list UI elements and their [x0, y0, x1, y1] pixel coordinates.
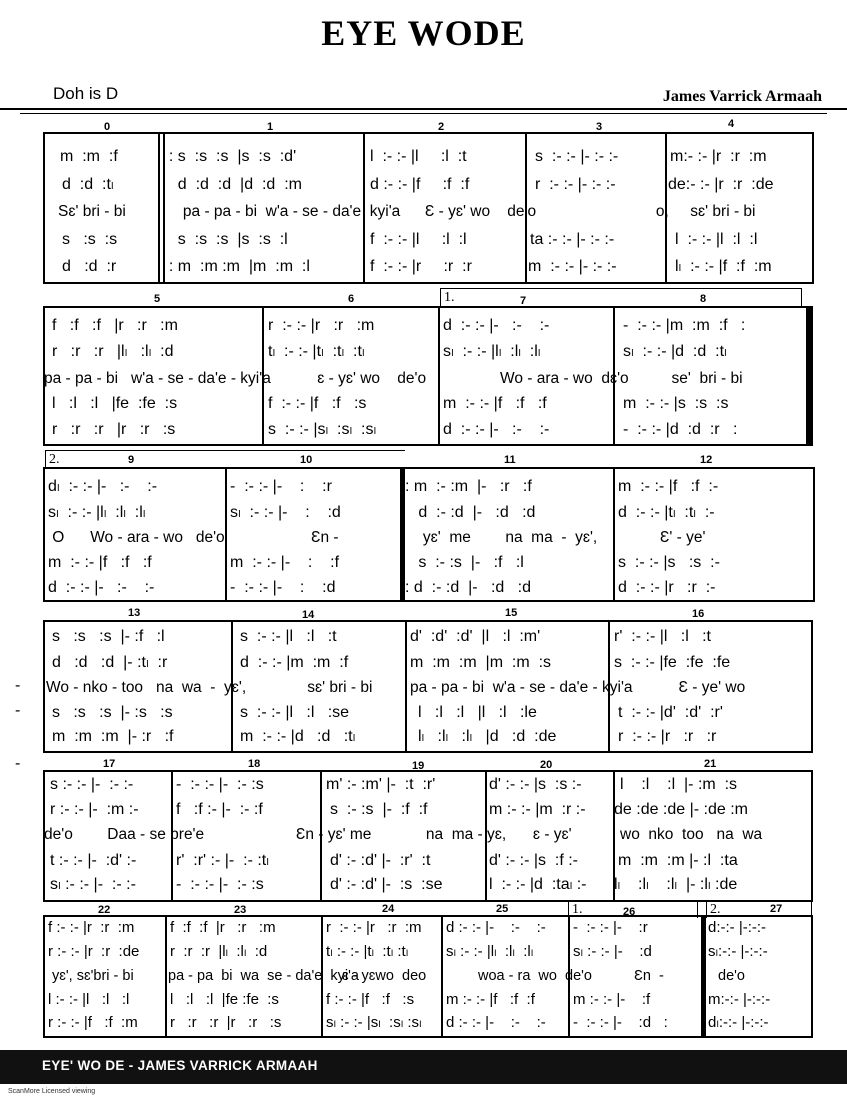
cell: d' :- :- |s :s :- — [489, 776, 582, 793]
lyric: Wo - ara - wo dɛ'o — [500, 370, 629, 387]
cell: s :- :- |l :l :t — [240, 628, 337, 645]
cell: dₗ:-:- |-:-:- — [708, 1014, 769, 1031]
measure-number: 23 — [234, 904, 247, 916]
cell: - :- :- |- :- :s — [176, 776, 264, 793]
barline — [165, 917, 167, 1036]
cell: m :m :m |- :r :f — [52, 728, 174, 745]
cell: d :- :- |- :- :- — [48, 579, 155, 596]
measure-number: 3 — [596, 121, 603, 133]
margin-dash: - — [15, 677, 21, 694]
cell: s :- :s |- :f :l — [405, 554, 524, 571]
measure-number: 27 — [770, 903, 783, 915]
margin-dash: - — [15, 755, 21, 772]
cell: r :- :- |r :r :de — [48, 943, 140, 960]
cell: m :- :- |s :s :s — [623, 395, 729, 412]
barline — [806, 308, 811, 444]
cell: - :- :- |d :d :r : — [623, 421, 738, 438]
measure-number: 6 — [348, 293, 355, 305]
cell: - :- :- |m :m :f : — [623, 317, 746, 334]
cell: s :- :- |l :l :se — [240, 704, 350, 721]
cell: : d :- :d |- :d :d — [405, 579, 531, 596]
measure-number: 9 — [128, 454, 135, 466]
cell: - :- :- |- :d : — [573, 1014, 668, 1031]
cell: m :- :- |- :- :- — [528, 258, 617, 275]
system-6 — [0, 900, 847, 1042]
cell: m :- :- |f :f :f — [443, 395, 547, 412]
score-title: EYE WODE — [321, 13, 526, 53]
cell: l :- :- |l :l :t — [370, 148, 467, 165]
measure-number: 13 — [128, 607, 141, 619]
measure-number: 25 — [496, 903, 509, 915]
cell: m' :- :m' |- :t :r' — [326, 776, 436, 793]
cell: dₗ :- :- |- :- :- — [48, 478, 158, 495]
lyric: ɛ - yɛ' wo de'o — [300, 370, 427, 387]
cell: m :- :- |f :f :- — [618, 478, 719, 495]
system-5 — [0, 755, 847, 905]
cell: f :- :- |r :r :m — [48, 919, 135, 936]
cell: d :- :- |r :r :- — [618, 579, 716, 596]
system-1 — [0, 115, 847, 285]
cell: d :d :tₗ — [62, 176, 114, 193]
cell: l :l :l |fe :fe :s — [52, 395, 178, 412]
watermark-text: ScanMore Licensed viewing — [8, 1088, 96, 1095]
cell: r :- :- |r :r :m — [326, 919, 422, 936]
cell: l :l :l |fe :fe :s — [170, 991, 279, 1008]
measure-number: 0 — [104, 121, 111, 133]
cell: tₗ :- :- |tₗ :tₗ :tₗ — [268, 343, 365, 360]
measure-number: 5 — [154, 293, 161, 305]
barline — [701, 917, 706, 1036]
cell: l :- :- |d :taₗ :- — [489, 876, 587, 893]
lyric: yɛ', sɛ'bri - bi — [52, 968, 134, 984]
cell: sₗ :- :- |sₗ :sₗ :sₗ — [326, 1014, 422, 1031]
cell: d :d :d |d :d :m — [160, 176, 302, 193]
lyric: Ɛn - — [225, 529, 339, 546]
measure-number: 7 — [520, 295, 527, 307]
cell: - :- :- |- :r — [573, 919, 648, 936]
cell: : m :- :m |- :r :f — [405, 478, 532, 495]
measure-number: 24 — [382, 903, 395, 915]
cell: f :- :- |r :r :r — [370, 258, 472, 275]
cell: s :- :- |fe :fe :fe — [614, 654, 731, 671]
cell: m:-:- |-:-:- — [708, 991, 771, 1008]
lyric: O Wo - ara - wo de'o — [48, 529, 225, 546]
lyric: ɛ - yɛ' — [520, 826, 572, 843]
cell: r :- :- |r :r :r — [618, 728, 717, 745]
measure-number: 4 — [728, 118, 735, 130]
cell: f :- :- |l :l :l — [370, 231, 467, 248]
cell: d :- :- |- :- :- — [443, 421, 550, 438]
cell: r :- :- |- :m :- — [50, 801, 139, 818]
cell: r :r :r |r :r :s — [52, 421, 176, 438]
measure-number: 8 — [700, 293, 707, 305]
measure-number: 11 — [504, 454, 516, 466]
cell: de:- :- |r :r :de — [668, 176, 774, 193]
cell: lₗ :lₗ :lₗ |- :lₗ :de — [614, 876, 738, 893]
header-rule — [0, 108, 847, 110]
cell: t :- :- |- :d' :- — [50, 852, 137, 869]
cell: d' :- :d' |- :s :se — [330, 876, 443, 893]
cell: l :- :- |l :l :l — [675, 231, 758, 248]
cell: sₗ :- :- |- :d — [573, 943, 652, 960]
lyric: pa - pa - bi w'a - se - da'e - kyi'a — [410, 679, 633, 696]
cell: sₗ :- :- |- :- :- — [50, 876, 136, 893]
lyric: Ɛn - yɛ' me — [296, 826, 372, 843]
cell: ta :- :- |- :- :- — [530, 231, 615, 248]
cell: lₗ :- :- |f :f :m — [675, 258, 772, 275]
cell: d :- :- |- :- :- — [443, 317, 550, 334]
measure-number: 22 — [98, 904, 111, 916]
cell: d :- :- |- :- :- — [446, 1014, 546, 1031]
cell: d:-:- |-:-:- — [708, 919, 767, 936]
cell: s :- :- |- :- :- — [535, 148, 619, 165]
composer-name: James Varrick Armaah — [662, 88, 822, 105]
cell: l :l :l |l :l :le — [418, 704, 537, 721]
system-frame — [43, 915, 813, 1038]
volta-1: 1. — [568, 900, 698, 918]
system-3 — [0, 450, 847, 605]
cell: s :- :s |- :f :f — [330, 801, 428, 818]
measure-number: 10 — [300, 454, 313, 466]
lyric: Wo - nko - too na wa - yɛ', — [46, 679, 247, 696]
cell: r :r :r |lₗ :lₗ :d — [170, 943, 268, 960]
lyric: de'o — [718, 968, 745, 984]
cell: s :- :- |sₗ :sₗ :sₗ — [268, 421, 377, 438]
cell: d :- :- |tₗ :tₗ :- — [618, 504, 715, 521]
cell: d :- :- |- :- :- — [446, 919, 546, 936]
header-rule-thin — [20, 113, 827, 114]
barline — [441, 917, 443, 1036]
lyric: pa - pa - bi w'a - se - da'e - kyi'a — [44, 370, 271, 387]
measure-number: 26 — [623, 906, 636, 918]
lyric: Ɛ - ye' wo — [670, 679, 746, 696]
cell: m:- :- |r :r :m — [670, 148, 767, 165]
cell: - :- :- |- : :d — [230, 579, 336, 596]
cell: f :f :- |- :- :f — [176, 801, 263, 818]
lyric: de'o Daa - se bre'e — [44, 826, 205, 843]
cell: d :d :r — [62, 258, 117, 275]
cell: sₗ :- :- |lₗ :lₗ :lₗ — [48, 504, 146, 521]
lyric: na ma - yɛ, — [400, 826, 507, 843]
cell: m :- :- |d :d :tₗ — [240, 728, 356, 745]
cell: sₗ :- :- |lₗ :lₗ :lₗ — [443, 343, 541, 360]
footer-bar — [0, 1050, 847, 1084]
cell: tₗ :- :- |tₗ :tₗ :tₗ — [326, 943, 409, 960]
cell: sₗ :- :- |lₗ :lₗ :lₗ — [446, 943, 534, 960]
cell: d' :- :d' |- :r' :t — [330, 852, 431, 869]
system-2 — [0, 288, 847, 448]
volta-2: 2. — [45, 450, 405, 468]
measure-number: 12 — [700, 454, 713, 466]
barline — [405, 622, 407, 751]
cell: s :s :s |s :s :l — [160, 231, 288, 248]
cell: r :r :r |lₗ :lₗ :d — [52, 343, 174, 360]
lyric: ɛ - yɛwo deo — [342, 968, 427, 984]
cell: d' :d' :d' |l :l :m' — [410, 628, 541, 645]
cell: t :- :- |d' :d' :r' — [618, 704, 723, 721]
lyric: Ɛ' - ye' — [660, 529, 706, 546]
cell: - :- :- |- :- :s — [176, 876, 264, 893]
cell: sₗ:-:- |-:-:- — [708, 943, 768, 960]
cell: sₗ :- :- |d :d :tₗ — [623, 343, 727, 360]
cell: f :- :- |f :f :s — [268, 395, 367, 412]
cell: m :m :m |- :l :ta — [618, 852, 738, 869]
footer-text: EYE' WO DE - JAMES VARRICK ARMAAH — [42, 1058, 318, 1073]
measure-number: 19 — [412, 760, 425, 772]
lyric: Sɛ' bri - bi — [58, 203, 126, 220]
lyric: o, sɛ' bri - bi — [630, 203, 756, 220]
lyric: yɛ' me na ma - yɛ', — [410, 529, 598, 546]
cell: m :- :- |f :f :f — [446, 991, 535, 1008]
cell: m :- :- |f :f :f — [48, 554, 152, 571]
measure-number: 21 — [704, 758, 717, 770]
measure-number: 17 — [103, 758, 116, 770]
cell: m :m :f — [60, 148, 118, 165]
lyric: sɛ' bri - bi — [290, 679, 373, 696]
cell: d :- :- |f :f :f — [370, 176, 470, 193]
cell: m :- :- |- :f — [573, 991, 651, 1008]
barline — [613, 469, 615, 600]
cell: lₗ :lₗ :lₗ |d :d :de — [418, 728, 557, 745]
cell: r :- :- |- :- :- — [535, 176, 616, 193]
margin-dash: - — [15, 702, 21, 719]
cell: l :l :l |- :m :s — [620, 776, 738, 793]
cell: sₗ :- :- |- : :d — [230, 504, 341, 521]
cell: : s :s :s |s :s :d' — [160, 148, 297, 165]
cell: m :m :m |m :m :s — [410, 654, 552, 671]
barline — [438, 308, 440, 444]
cell: d' :- :- |s :f :- — [489, 852, 578, 869]
measure-number: 16 — [692, 608, 705, 620]
lyric: wo nko too na wa — [620, 826, 763, 843]
cell: m :- :- |m :r :- — [489, 801, 586, 818]
cell: : m :m :m |m :m :l — [160, 258, 310, 275]
cell: d :d :d |- :tₗ :r — [52, 654, 168, 671]
lyric: pa - pa - bi w'a - se - da'e kyi'a — [170, 203, 401, 220]
cell: s :- :- |s :s :- — [618, 554, 720, 571]
cell: f :f :f |r :r :m — [170, 919, 276, 936]
measure-number: 14 — [302, 609, 315, 621]
cell: r :- :- |f :f :m — [48, 1014, 138, 1031]
lyric: woa - ra wo de'o — [478, 968, 592, 984]
cell: s :s :s — [62, 231, 118, 248]
cell: d :- :d |- :d :d — [405, 504, 536, 521]
cell: r' :r' :- |- :- :tₗ — [176, 852, 269, 869]
key-signature: Doh is D — [53, 84, 119, 103]
measure-number: 2 — [438, 121, 445, 133]
lyric: Ɛn - — [610, 968, 664, 984]
measure-number: 20 — [540, 759, 553, 771]
measure-number: 1 — [267, 121, 274, 133]
cell: s :s :s |- :s :s — [52, 704, 173, 721]
cell: r :r :r |r :r :s — [170, 1014, 282, 1031]
volta-1: 1. — [440, 288, 802, 306]
cell: s :s :s |- :f :l — [52, 628, 165, 645]
lyric: se' bri - bi — [650, 370, 743, 387]
cell: m :- :- |- : :f — [230, 554, 340, 571]
volta-2: 2. — [706, 900, 812, 918]
lyric: Ɛ - yɛ' wo de'o — [425, 203, 537, 220]
cell: d :- :- |m :m :f — [240, 654, 349, 671]
cell: f :- :- |f :f :s — [326, 991, 415, 1008]
cell: s :- :- |- :- :- — [50, 776, 134, 793]
cell: l :- :- |l :l :l — [48, 991, 130, 1008]
cell: f :f :f |r :r :m — [52, 317, 178, 334]
lyric: pa - pa bi wa se - da'e kyi'a — [168, 968, 359, 984]
cell: r' :- :- |l :l :t — [614, 628, 711, 645]
measure-number: 15 — [505, 607, 518, 619]
measure-number: 18 — [248, 758, 261, 770]
cell: - :- :- |- : :r — [230, 478, 332, 495]
cell: r :- :- |r :r :m — [268, 317, 375, 334]
cell: de :de :de |- :de :m — [614, 801, 749, 818]
